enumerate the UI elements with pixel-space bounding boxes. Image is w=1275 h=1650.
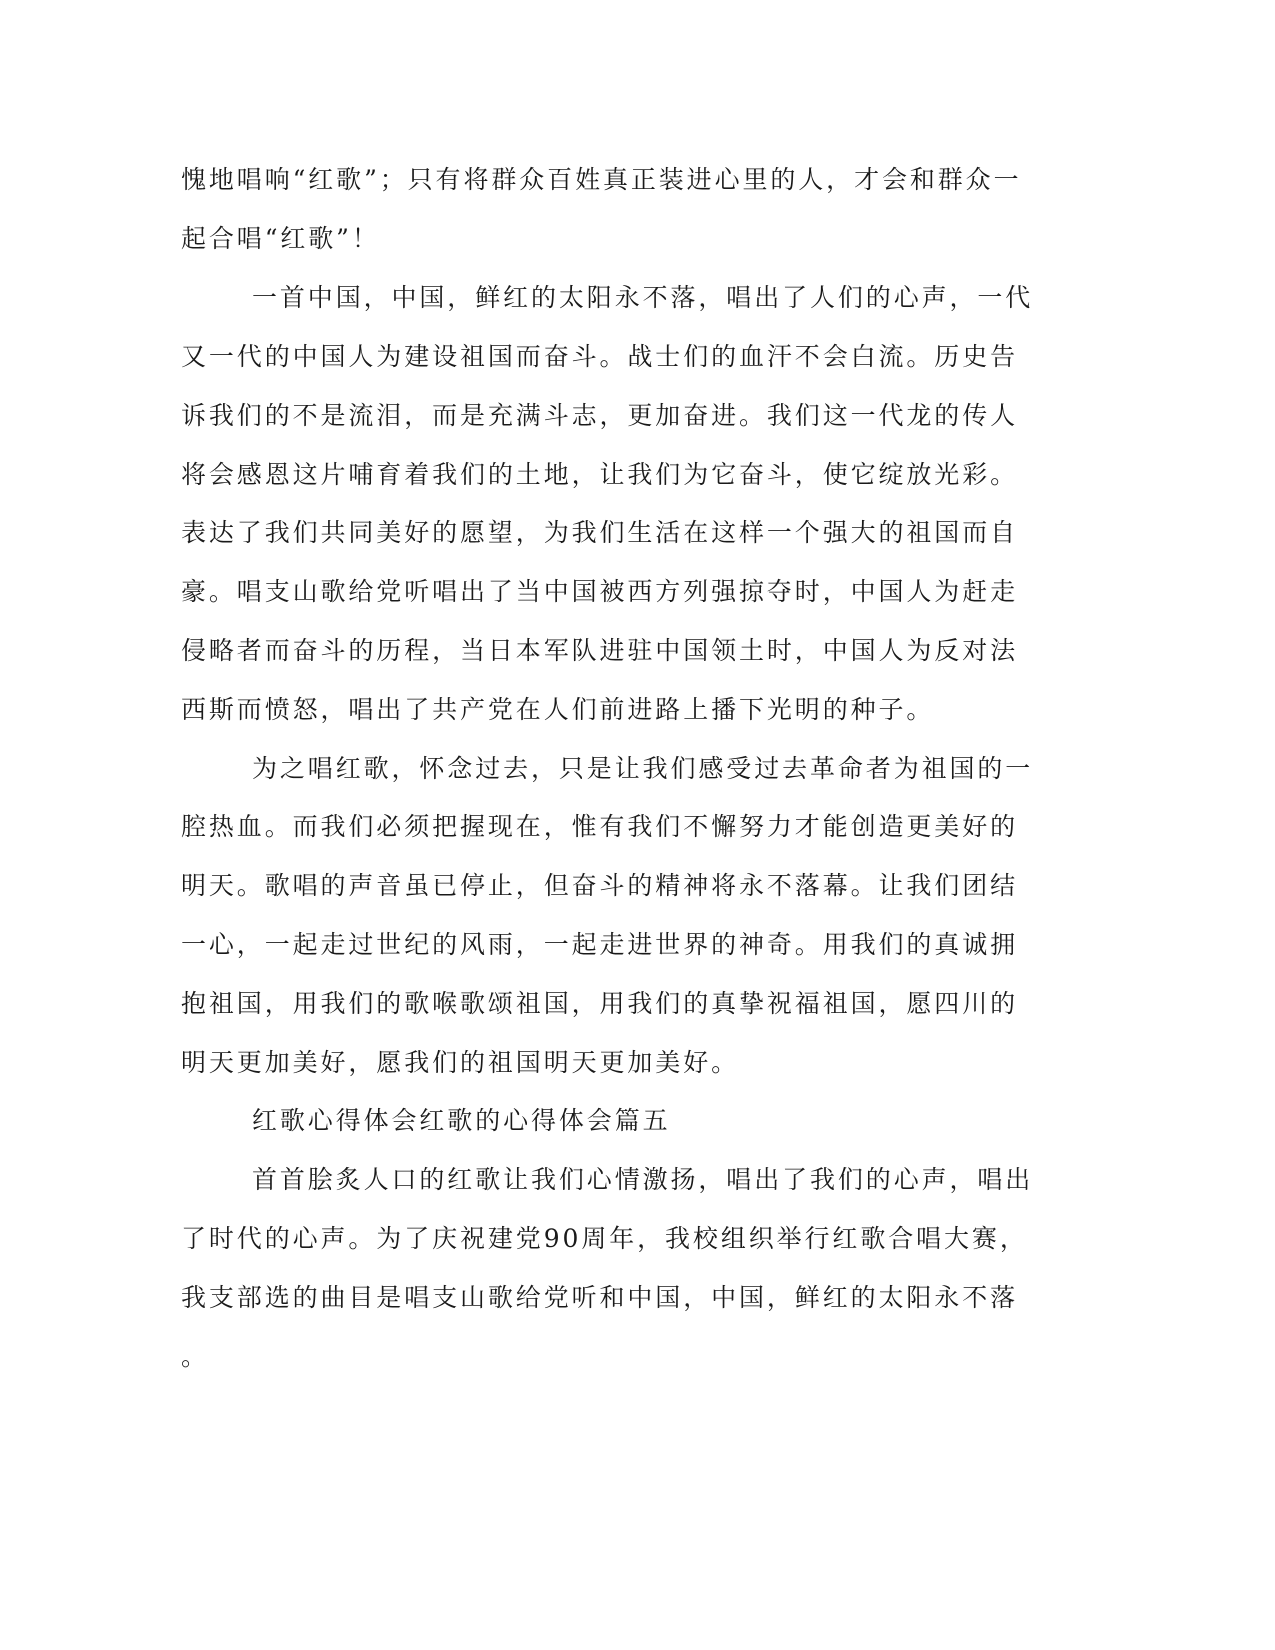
text-line: 又一代的中国人为建设祖国而奋斗。战士们的血汗不会白流。历史告 xyxy=(181,342,1019,371)
text-line: 西斯而愤怒，唱出了共产党在人们前进路上播下光明的种子。 xyxy=(181,695,935,724)
text-line: 豪。唱支山歌给党听唱出了当中国被西方列强掠夺时，中国人为赶走 xyxy=(181,577,1019,606)
text-line: 诉我们的不是流泪，而是充满斗志，更加奋进。我们这一代龙的传人 xyxy=(181,401,1019,430)
text-line: 。 xyxy=(181,1342,209,1371)
text-line: 抱祖国，用我们的歌喉歌颂祖国，用我们的真挚祝福祖国，愿四川的 xyxy=(181,989,1019,1018)
section-heading: 红歌心得体会红歌的心得体会篇五 xyxy=(252,1106,671,1135)
text-line: 明天。歌唱的声音虽已停止，但奋斗的精神将永不落幕。让我们团结 xyxy=(181,871,1019,900)
text-line: 起合唱“红歌”！ xyxy=(181,224,380,253)
text-line: 明天更加美好，愿我们的祖国明天更加美好。 xyxy=(181,1048,740,1077)
text-line: 了时代的心声。为了庆祝建党90周年，我校组织举行红歌合唱大赛， xyxy=(181,1224,1028,1253)
text-line: 侵略者而奋斗的历程，当日本军队进驻中国领土时，中国人为反对法 xyxy=(181,636,1019,665)
text-line: 将会感恩这片哺育着我们的土地，让我们为它奋斗，使它绽放光彩。 xyxy=(181,460,1019,489)
text-line: 愧地唱响“红歌”；只有将群众百姓真正装进心里的人，才会和群众一 xyxy=(181,165,1022,194)
paragraph-first-line: 为之唱红歌，怀念过去，只是让我们感受过去革命者为祖国的一 xyxy=(252,754,1034,783)
paragraph-first-line: 一首中国，中国，鲜红的太阳永不落，唱出了人们的心声，一代 xyxy=(252,283,1034,312)
text-line: 腔热血。而我们必须把握现在，惟有我们不懈努力才能创造更美好的 xyxy=(181,812,1019,841)
paragraph-first-line: 首首脍炙人口的红歌让我们心情激扬，唱出了我们的心声，唱出 xyxy=(252,1165,1034,1194)
text-line: 一心，一起走过世纪的风雨，一起走进世界的神奇。用我们的真诚拥 xyxy=(181,930,1019,959)
text-line: 我支部选的曲目是唱支山歌给党听和中国，中国，鲜红的太阳永不落 xyxy=(181,1283,1019,1312)
text-line: 表达了我们共同美好的愿望，为我们生活在这样一个强大的祖国而自 xyxy=(181,518,1019,547)
